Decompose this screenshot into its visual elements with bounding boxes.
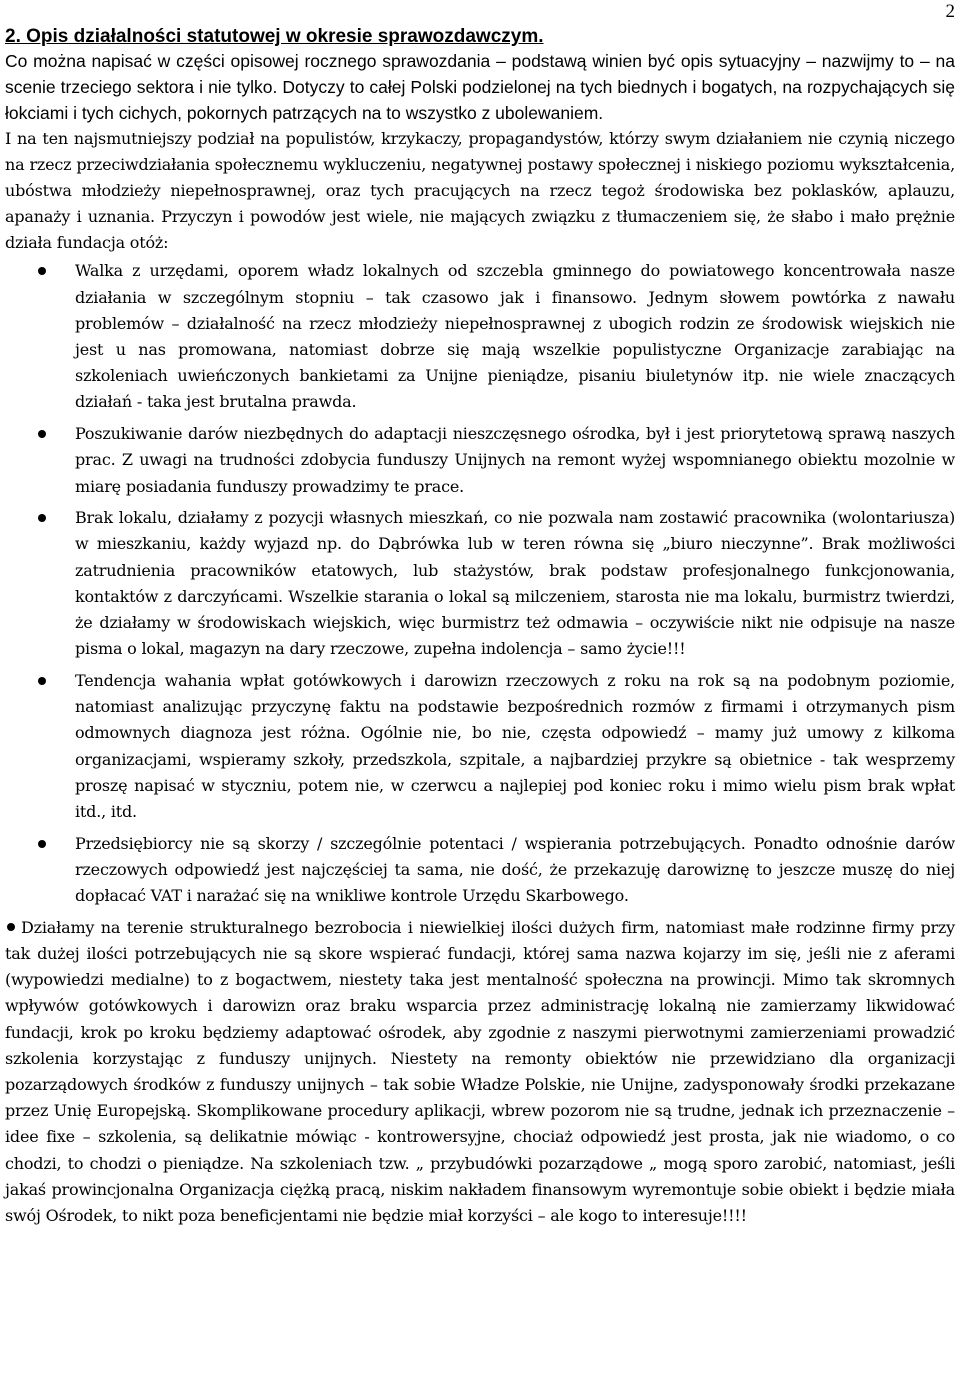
bullet-icon xyxy=(38,840,46,848)
list-item-text: Poszukiwanie darów niezbędnych do adaptacji nieszczęsnego ośrodka, był i jest priorytetową sprawą naszych prac. Z uwagi na trudności zdobycia funduszy Unijnych na remont wyżej wspomnianego obiektu mozolnie w miarę posiadania funduszy prowadzimy te prace. xyxy=(75,424,955,496)
closing-paragraph-text: Działamy na terenie strukturalnego bezrobocia i niewielkiej ilości dużych firm, natomiast małe rodzinne firmy przy tak dużej ilości potrzebujących nie są skore wspierać fundacji, której sama nazwa kojarzy im się, jeśli nie z aferami (wypowiedzi medialne) to z bogactwem, niestety taka jest mentalność społeczna na prowincji. Mimo tak skromnych wpływów gotówkowych i darowizn oraz braku wsparcia przez administrację lokalną nie zamierzamy likwidować fundacji, krok po kroku będziemy adaptować ośrodek, aby zgodnie z naszymi pierwotnymi zamierzeniami prowadzić szkolenia korzystając z funduszy unijnych. Niestety na remonty obiektów nie przewidziano dla organizacji pozarządowych środków z funduszy unijnych – tak sobie Władze Polskie, nie Unijne, zadysponowały środki przekazane przez Unię Europejską. Skomplikowane procedury aplikacji, wbrew pozorom nie są trudne, jednak ich przeznaczenie – idee fixe – szkolenia, są delikatnie mówiąc - kontrowersyjne, chociaż odpowiedź jest prosta, jak nie wiadomo, o co chodzi, to chodzi o pieniądze. Na szkoleniach tzw. „ przybudówki pozarządowe „ mogą sporo zarobić, natomiast, jeśli jakaś prowincjonalna Organizacja ciężką pracą, niskim nakładem finansowym wyremontuje sobie obiekt i będzie miała swój Ośrodek, to nikt poza beneficjentami nie będzie miał korzyści – ale kogo to interesuje!!!! xyxy=(5,917,955,1225)
list-item xyxy=(5,421,955,500)
list-item xyxy=(5,831,955,910)
bullet-icon xyxy=(38,514,46,522)
intro-paragraph: Co można napisać w części opisowej rocznego sprawozdania – podstawą winien być opis sytuacyjny – nazwijmy to – na scenie trzeciego sektora i nie tylko. Dotyczy to całej Polski podzielonej na tych biednych i bogatych, na rozpychających się łokciami i tych cichych, pokornych patrzących na to wszystko z ubolewaniem. xyxy=(5,51,955,123)
list-item xyxy=(5,505,955,662)
list-item-text: Tendencja wahania wpłat gotówkowych i darowizn rzeczowych z roku na rok są na podobnym poziomie, natomiast analizując przyczynę faktu na podstawie bezpośrednich rozmów z firmami i otrzymanych pism odmownych diagnoza jest różna. Ogólnie nie, bo nie, częsta odpowiedź – mamy już umowy z kilkoma organizacjami, wspieramy szkoły, przedszkola, szpitale, a najbardziej przykre są obietnice - tak wesprzemy proszę napisać w styczniu, potem nie, w czerwcu a najlepiej pod koniec roku i mimo wielu pism brak wpłat itd., itd. xyxy=(75,670,955,821)
list-item-text: Przedsiębiorcy nie są skorzy / szczególnie potentaci / wspierania potrzebujących. Ponadto odnośnie darów rzeczowych odpowiedź jest najczęściej ta sama, nie dość, że przekazuję darowiznę to jeszcze muszę do niej dopłacać VAT i narażać się na wnikliwe kontrole Urzędu Skarbowego. xyxy=(75,833,955,906)
bullet-icon xyxy=(38,677,46,685)
list-item xyxy=(5,258,955,415)
reasons-list xyxy=(5,258,955,909)
bullet-icon xyxy=(38,430,46,438)
closing-paragraph xyxy=(5,915,955,1229)
list-item xyxy=(5,668,955,825)
list-item-text: Walka z urzędami, oporem władz lokalnych od szczebla gminnego do powiatowego koncentrowała nasze działania w szczególnym stopniu – tak czasowo jak i finansowo. Jednym słowem powtórka z nawału problemów – działalność na rzecz młodzieży niepełnosprawnej z ubogich rodzin ze środowisk wiejskich nie jest u nas promowana, natomiast dobrze się mają wszelkie populistyczne Organizacje zarabiając na szkoleniach uwieńczonych bankietami za Unijne pieniądze, pisaniu biuletynów itp. nie wiele znaczących działań - taka jest brutalna prawda. xyxy=(75,261,955,412)
section-heading: 2. Opis działalności statutowej w okresie sprawozdawczym. xyxy=(5,26,544,47)
second-paragraph: I na ten najsmutniejszy podział na populistów, krzykaczy, propagandystów, którzy swym działaniem nie czynią niczego na rzecz przeciwdziałania społecznemu wykluczeniu, negatywnej postawy społecznej i niskiego poziomu wykształcenia, ubóstwa młodzieży niepełnosprawnej, oraz tych pracujących na rzecz tegoż środowiska bez poklasków, aplauzu, apanaży i uznania. Przyczyn i powodów jest wiele, nie mających związku z tłumaczeniem się, że słabo i mało prężnie działa fundacja otóż: xyxy=(5,129,955,252)
list-item-text: Brak lokalu, działamy z pozycji własnych mieszkań, co nie pozwala nam zostawić pracownika (wolontariusza) w mieszkaniu, każdy wyjazd np. do Dąbrówka lub w teren równa się „biuro nieczynne”. Brak możliwości zatrudnienia pracowników etatowych, lub stażystów, brak podstaw profesjonalnego funkcjonowania, kontaktów z darczyńcami. Wszelkie starania o lokal są milczeniem, starosta nie ma lokalu, burmistrz twierdzi, że działamy w środowiskach wiejskich, więc burmistrz też odmawia – oczywiście nikt nie odpisuje na nasze pisma o lokal, magazyn na dary rzeczowe, zupełna indolencja – samo życie!!! xyxy=(75,508,955,659)
bullet-icon xyxy=(7,923,15,931)
bullet-icon xyxy=(38,267,46,275)
page-number: 2 xyxy=(945,1,955,22)
document-page xyxy=(5,0,955,1391)
